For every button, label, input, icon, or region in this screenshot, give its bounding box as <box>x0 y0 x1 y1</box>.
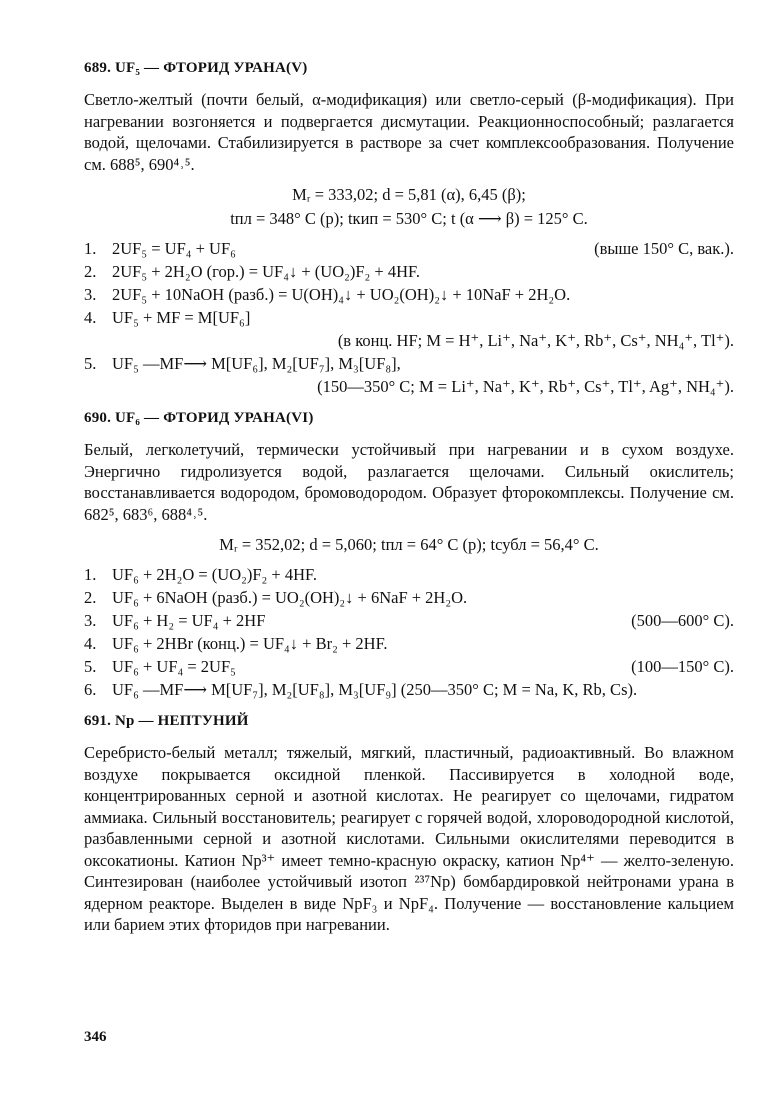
reaction-number: 4. <box>84 308 97 327</box>
reaction-number: 3. <box>84 611 97 630</box>
reaction-equation: UF₆ —MF⟶ M[UF₇], M₂[UF₈], M₃[UF₉] (250—350° С; M = Na, K, Rb, Cs). <box>112 680 638 699</box>
reaction-condition: (выше 150° С, вак.). <box>594 239 734 258</box>
reaction-equation: UF₆ + 6NaOH (разб.) = UO₂(OH)₂↓ + 6NaF + 2H₂O. <box>112 588 468 607</box>
reaction-689-5 <box>84 352 734 398</box>
section-description-690: Белый, легколетучий, термически устойчивый при нагревании и в сухом воздухе. Энергично гидролизуется водой, разлагается щелочами. Сильный окислитель; восстанавливается водородом, бромоводородом. Образует фторокомплексы. Получение см. 682⁵, 683⁶, 688⁴˒⁵. <box>84 440 734 524</box>
reaction-689-1 <box>84 237 734 260</box>
reaction-equation: UF₆ + H₂ = UF₄ + 2HF <box>112 611 266 630</box>
reaction-number: 4. <box>84 634 97 653</box>
reaction-condition: (в конц. HF; M = H⁺, Li⁺, Na⁺, K⁺, Rb⁺, Cs⁺, NH₄⁺, Tl⁺). <box>337 331 734 350</box>
section-description-691: Серебристо-белый металл; тяжелый, мягкий, пластичный, радиоактивный. Во влажном воздухе покрывается оксидной пленкой. Пассивируется в холодной воде, концентрированных серной и азотной кислотах. Не реагирует со щелочами, гидратом аммиака. Сильный восстановитель; реагирует с горячей водой, хлороводородной кислотой, разбавленными серной и азотной кислотами. Сильными окислителями переводится в оксокатионы. Катион Np³⁺ имеет темно-красную окраску, катион Np⁴⁺ — желто-зеленую. Синтезирован (наиболее устойчивый изотоп ²³⁷Np) бомбардировкой нейтронами урана в ядерном реакторе. Выделен в виде NpF₃ и NpF₄. Получение — восстановление кальцием или барием этих фторидов при нагревании. <box>84 743 734 934</box>
page-number: 346 <box>84 1029 107 1045</box>
reaction-equation: UF₅ + MF = M[UF₆] <box>112 308 251 327</box>
section-heading-691: 691. Np — НЕПТУНИЙ <box>84 713 249 729</box>
reaction-number: 5. <box>84 657 97 676</box>
reaction-689-4 <box>84 306 734 352</box>
reaction-number: 1. <box>84 565 97 584</box>
reaction-condition: (150—350° С; M = Li⁺, Na⁺, K⁺, Rb⁺, Cs⁺, Tl⁺, Ag⁺, NH₄⁺). <box>317 377 734 396</box>
reaction-690-4 <box>84 632 734 655</box>
reaction-equation: UF₆ + UF₄ = 2UF₅ <box>112 657 236 676</box>
reaction-689-3 <box>84 283 734 306</box>
constants-line-1: Mᵣ = 333,02; d = 5,81 (α), 6,45 (β); <box>292 185 526 204</box>
reaction-equation: 2UF₅ + 10NaOH (разб.) = U(OH)₄↓ + UO₂(OH)₂↓ + 10NaF + 2H₂O. <box>112 285 571 304</box>
reaction-690-2 <box>84 586 734 609</box>
reaction-equation: UF₆ + 2H₂O = (UO₂)F₂ + 4HF. <box>112 565 317 584</box>
reaction-690-6 <box>84 678 734 701</box>
reaction-690-5 <box>84 655 734 678</box>
reaction-equation: UF₆ + 2HBr (конц.) = UF₄↓ + Br₂ + 2HF. <box>112 634 388 653</box>
section-description-689: Светло-желтый (почти белый, α-модификация) или светло-серый (β-модификация). При нагревании возгоняется и подвергается дисмутации. Реакционноспособный; разлагается водой, щелочами. Стабилизируется в растворе за счет комплексообразования. Получение см. 688⁵, 690⁴˒⁵. <box>84 90 734 174</box>
reaction-condition: (100—150° С). <box>631 657 734 676</box>
reaction-number: 6. <box>84 680 97 699</box>
reaction-690-3 <box>84 609 734 632</box>
reaction-689-2 <box>84 260 734 283</box>
section-heading-690: 690. UF₆ — ФТОРИД УРАНА(VI) <box>84 410 314 426</box>
reaction-number: 3. <box>84 285 97 304</box>
reaction-number: 1. <box>84 239 97 258</box>
reaction-number: 2. <box>84 588 97 607</box>
reaction-number: 2. <box>84 262 97 281</box>
reaction-equation: 2UF₅ + 2H₂O (гор.) = UF₄↓ + (UO₂)F₂ + 4HF. <box>112 262 420 281</box>
reaction-equation: UF₅ —MF⟶ M[UF₆], M₂[UF₇], M₃[UF₈], <box>112 354 401 373</box>
reaction-number: 5. <box>84 354 97 373</box>
constants-line-3: Mᵣ = 352,02; d = 5,060; tпл = 64° C (p); tсубл = 56,4° C. <box>219 535 599 554</box>
reaction-equation: 2UF₅ = UF₄ + UF₆ <box>112 239 236 258</box>
section-heading-689: 689. UF₅ — ФТОРИД УРАНА(V) <box>84 60 308 76</box>
reaction-690-1 <box>84 563 734 586</box>
reaction-condition: (500—600° С). <box>631 611 734 630</box>
constants-line-2: tпл = 348° C (p); tкип = 530° C; t (α ⟶ β) = 125° C. <box>230 209 588 228</box>
page-content <box>84 48 734 944</box>
